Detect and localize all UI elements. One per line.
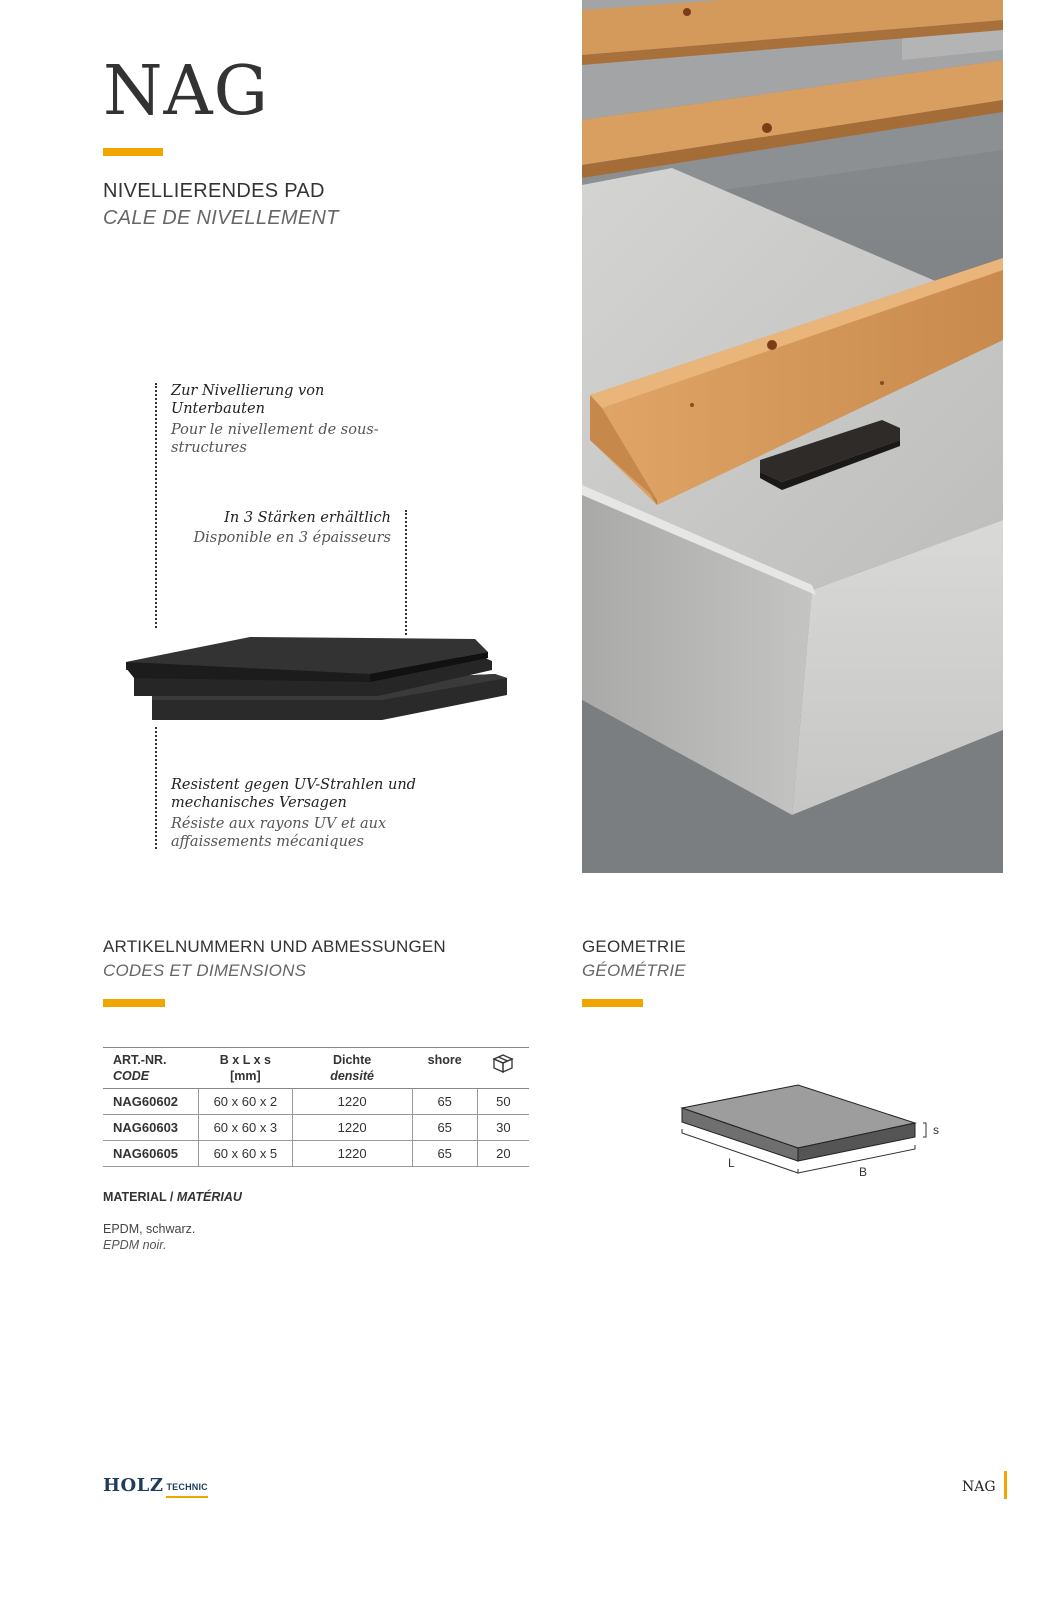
codes-accent-bar [103,999,165,1007]
callout-fr-text: Disponible en 3 épaisseurs [193,530,391,546]
cell-dims: 60 x 60 x 3 [199,1115,293,1141]
col-code-header: ART.-NR. CODE [103,1048,199,1089]
callout-de-text: Zur Nivellierung von Unterbauten [171,383,325,417]
col-dims-header: B x L x s [mm] [199,1048,293,1089]
table-header-row [103,1048,529,1089]
geometry-heading-de: GEOMETRIE [582,937,686,956]
title-accent-bar [103,148,163,156]
cell-dims: 60 x 60 x 5 [199,1141,293,1167]
callout-resistance [171,776,461,851]
cell-code: NAG60602 [103,1089,199,1115]
table-row [103,1089,529,1115]
cell-density: 1220 [292,1115,412,1141]
logo-sub-wrap [166,1477,207,1498]
label-s: s [933,1123,939,1137]
cell-shore: 65 [412,1089,477,1115]
material-text-fr: EPDM noir. [103,1238,167,1252]
box-icon [491,1052,515,1074]
cell-code: NAG60603 [103,1115,199,1141]
subtitle-de: NIVELLIERENDES PAD [103,180,325,202]
cell-dims: 60 x 60 x 2 [199,1089,293,1115]
col-density-header: Dichte densité [292,1048,412,1089]
cell-shore: 65 [412,1115,477,1141]
cell-shore: 65 [412,1141,477,1167]
cell-code: NAG60605 [103,1141,199,1167]
callout-leveling [171,382,431,457]
geometry-accent-bar [582,999,643,1007]
label-b: B [859,1165,868,1179]
logo-sub-text: TECHNIC [166,1482,208,1492]
callout-leader-line [155,727,157,849]
label-l: L [728,1156,735,1170]
material-heading: MATERIAL / MATÉRIAU [103,1190,242,1204]
callout-fr-text: Résiste aux rayons UV et aux affaissements mécaniques [171,816,387,850]
codes-section-heading [103,937,446,981]
table-row [103,1115,529,1141]
codes-heading-fr: CODES ET DIMENSIONS [103,961,307,980]
callout-leader-line [405,510,407,635]
footer-page-label: NAG [962,1479,996,1495]
callout-de-text: Resistent gegen UV-Strahlen und mechanisches Versagen [171,777,416,811]
subtitle-fr: CALE DE NIVELLEMENT [103,207,339,229]
codes-table [103,1047,529,1167]
cell-pcs: 50 [477,1089,529,1115]
geometry-heading-fr: GÉOMÉTRIE [582,961,686,980]
geometry-diagram [670,1075,960,1185]
holz-technic-logo [103,1475,208,1498]
callout-leader-line [155,383,157,628]
callout-thickness [150,509,391,547]
cell-pcs: 20 [477,1141,529,1167]
cell-density: 1220 [292,1089,412,1115]
geometry-section-heading [582,937,686,981]
product-photo [582,0,1003,873]
col-shore-header: shore [412,1048,477,1089]
material-text-de: EPDM, schwarz. [103,1222,196,1236]
cell-density: 1220 [292,1141,412,1167]
page-title: NAG [103,52,269,131]
codes-heading-de: ARTIKELNUMMERN UND ABMESSUNGEN [103,937,446,956]
callout-fr-text: Pour le nivellement de sous- structures [171,422,379,456]
cell-pcs: 30 [477,1115,529,1141]
logo-main-text: HOLZ [103,1475,164,1496]
pad-stack-illustration [120,630,520,730]
table-row [103,1141,529,1167]
footer-accent-rule [1004,1471,1007,1499]
callout-de-text: In 3 Stärken erhältlich [224,510,391,526]
col-pcs-header [477,1048,529,1089]
